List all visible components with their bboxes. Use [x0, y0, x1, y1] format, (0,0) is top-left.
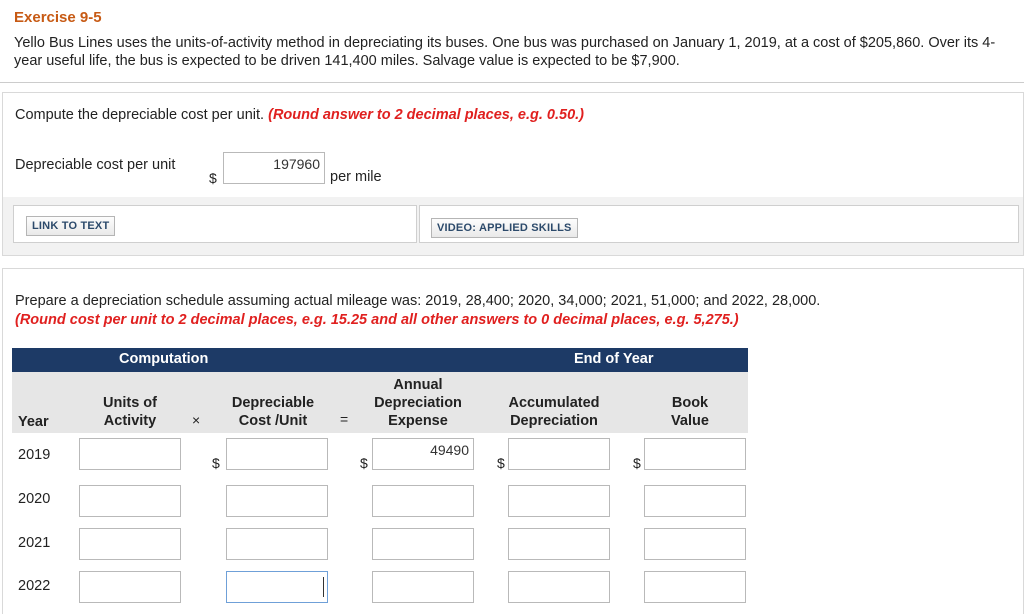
book-value-input[interactable]	[644, 571, 746, 603]
group-end-of-year: End of Year	[574, 351, 654, 367]
currency-symbol: $	[633, 455, 641, 471]
part1-instruction: (Round answer to 2 decimal places, e.g. 0.50.)	[268, 107, 584, 123]
row-year: 2021	[18, 535, 51, 551]
currency-symbol: $	[360, 455, 368, 471]
cost-per-unit-input-focused[interactable]	[226, 571, 328, 603]
group-computation: Computation	[119, 351, 209, 367]
currency-symbol: $	[209, 170, 217, 186]
part1-question-line	[15, 107, 584, 123]
col-accumulated-depreciation: Accumulated Depreciation	[508, 395, 600, 429]
depreciable-cost-input[interactable]: 197960	[223, 152, 325, 184]
cost-per-unit-input[interactable]	[226, 485, 328, 517]
expense-input[interactable]	[372, 485, 474, 517]
part1-question: Compute the depreciable cost per unit.	[15, 107, 265, 123]
row-year: 2020	[18, 491, 51, 507]
currency-symbol: $	[497, 455, 505, 471]
exercise-intro: Yello Bus Lines uses the units-of-activity method in depreciating its buses. One bus was purchased on January 1, 2019, at a cost of $205,860. Over its 4-year useful life, the bus is expected to be driven 141,400 miles. Salvage value is expected to be $7,900.	[14, 35, 996, 69]
text-cursor	[323, 577, 324, 597]
book-value-input[interactable]	[644, 438, 746, 470]
depreciable-cost-label: Depreciable cost per unit	[15, 157, 176, 173]
book-value-input[interactable]	[644, 528, 746, 560]
per-mile-label: per mile	[330, 169, 382, 185]
exercise-header	[0, 0, 1024, 83]
equals-symbol: =	[340, 411, 349, 427]
units-input[interactable]	[79, 438, 181, 470]
row-year: 2022	[18, 578, 51, 594]
units-input[interactable]	[79, 528, 181, 560]
col-units-of-activity: Units of Activity	[103, 395, 157, 429]
expense-input[interactable]: 49490	[372, 438, 474, 470]
part2-question: Prepare a depreciation schedule assuming actual mileage was: 2019, 28,400; 2020, 34,000; 2021, 51,000; and 2022, 28,000.	[15, 293, 821, 309]
times-symbol: ×	[192, 412, 201, 428]
cost-per-unit-input[interactable]	[226, 528, 328, 560]
video-applied-skills-button[interactable]: VIDEO: APPLIED SKILLS	[431, 218, 578, 238]
col-annual-depreciation-expense: Annual Depreciation Expense	[374, 377, 462, 429]
link-to-text-button[interactable]: LINK TO TEXT	[26, 216, 115, 236]
cost-per-unit-input[interactable]	[226, 438, 328, 470]
accumulated-input[interactable]	[508, 571, 610, 603]
expense-input[interactable]	[372, 528, 474, 560]
part2-instruction: (Round cost per unit to 2 decimal places, e.g. 15.25 and all other answers to 0 decimal places, e.g. 5,275.)	[15, 312, 739, 328]
units-input[interactable]	[79, 485, 181, 517]
accumulated-input[interactable]	[508, 485, 610, 517]
units-input[interactable]	[79, 571, 181, 603]
book-value-input[interactable]	[644, 485, 746, 517]
accumulated-input[interactable]	[508, 528, 610, 560]
currency-symbol: $	[212, 455, 220, 471]
col-depreciable-cost-unit: Depreciable Cost /Unit	[231, 395, 315, 429]
row-year: 2019	[18, 447, 51, 463]
col-year: Year	[18, 414, 49, 430]
accumulated-input[interactable]	[508, 438, 610, 470]
exercise-title: Exercise 9-5	[14, 9, 102, 26]
col-book-value: Book Value	[671, 395, 709, 429]
expense-input[interactable]	[372, 571, 474, 603]
